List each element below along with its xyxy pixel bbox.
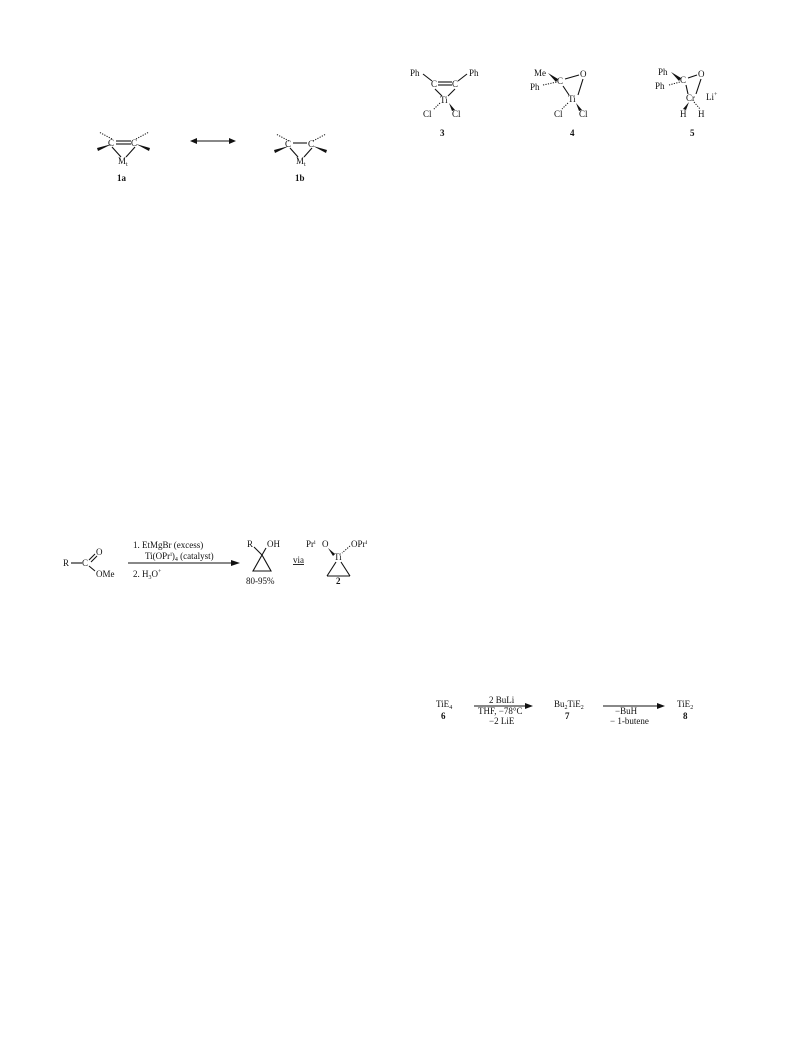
compound-label-8: 8 <box>683 711 688 721</box>
kulinkovich-scheme <box>63 539 368 586</box>
reagent-buli: 2 BuLi <box>489 695 515 705</box>
byproduct-butene: − 1-butene <box>610 716 649 726</box>
byproduct-buh: −BuH <box>615 706 638 716</box>
compound-label-5: 5 <box>690 128 695 138</box>
compound-label-1a: 1a <box>117 173 126 183</box>
compound-label-4: 4 <box>570 128 575 138</box>
atom-cr: Cr <box>686 93 695 103</box>
compound-label-1b: 1b <box>295 173 305 183</box>
atom-ti: Ti <box>568 94 576 104</box>
compound-label-6: 6 <box>441 711 446 721</box>
atom-metal: $M_t$ <box>296 156 306 168</box>
atom-ti: Ti <box>440 95 448 105</box>
structure-1a <box>97 132 150 183</box>
complex-4 <box>530 68 588 138</box>
compound-label-3: 3 <box>440 128 445 138</box>
product-r: R <box>247 539 254 549</box>
atom-ti: Ti <box>334 552 342 562</box>
atom-h: H <box>680 109 687 119</box>
atom-h: H <box>698 109 705 119</box>
isopropoxy-left: Pr$^i$ <box>306 539 316 549</box>
phenyl-label: Ph <box>410 68 420 78</box>
structure-1b <box>274 134 327 183</box>
atom-o: O <box>580 69 587 79</box>
complex-5 <box>655 67 718 138</box>
substrate-r: R <box>63 558 70 568</box>
condition-thf: THF, −78°C <box>478 706 523 716</box>
atom-metal: $M_t$ <box>118 156 128 168</box>
atom-c: C <box>680 75 687 85</box>
atom-c: C <box>108 138 115 148</box>
atom-c: C <box>452 79 459 89</box>
atom-c: C <box>82 558 89 568</box>
condition-step-2: 2. $H_3O^+$ <box>133 569 162 581</box>
species-bu2tie2: $Bu_2TiE_2$ <box>554 699 584 711</box>
isopropoxy-right: OPr$^i$ <box>351 539 368 549</box>
condition-step-1: 1. EtMgBr (excess) <box>133 540 204 550</box>
complex-3 <box>410 68 479 138</box>
compound-label-7: 7 <box>565 711 570 721</box>
lithium-counterion: Li+ <box>706 92 718 102</box>
yield-label: 80-95% <box>246 576 275 586</box>
phenyl-label: Ph <box>655 81 665 91</box>
species-tie2: TiE$_2$ <box>677 699 694 711</box>
compound-label-2: 2 <box>336 576 341 586</box>
via-label: via <box>293 555 304 565</box>
atom-cl: Cl <box>554 109 563 119</box>
phenyl-label: Ph <box>530 82 540 92</box>
phenyl-label: Ph <box>658 67 668 77</box>
atom-cl: Cl <box>423 109 432 119</box>
atom-o: O <box>96 547 103 557</box>
atom-cl: Cl <box>579 109 588 119</box>
species-tie4: TiE$_4$ <box>436 699 453 711</box>
methyl-label: Me <box>534 68 546 78</box>
atom-c: C <box>131 138 138 148</box>
product-oh: OH <box>267 539 280 549</box>
substrate-ome: OMe <box>96 569 115 579</box>
titanium-reduction-scheme <box>436 695 693 726</box>
byproduct-lie: −2 LiE <box>489 716 515 726</box>
atom-o: O <box>698 69 705 79</box>
atom-c: C <box>431 79 438 89</box>
condition-catalyst: $Ti(OPr^i)_4$ (catalyst) <box>145 551 214 563</box>
atom-o: O <box>322 539 329 549</box>
atom-cl: Cl <box>452 109 461 119</box>
resonance-arrow <box>190 138 236 144</box>
atom-c: C <box>557 76 564 86</box>
phenyl-label: Ph <box>469 68 479 78</box>
atom-c: C <box>308 139 315 149</box>
atom-c: C <box>285 139 292 149</box>
